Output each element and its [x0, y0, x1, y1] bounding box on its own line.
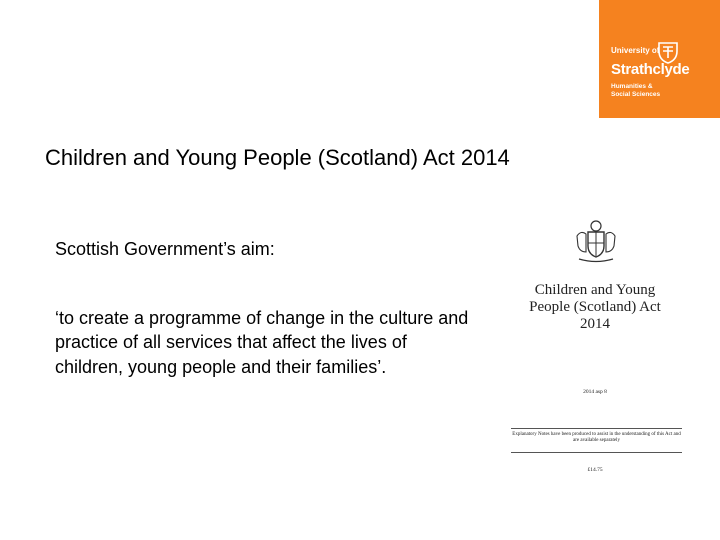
cover-divider-top	[511, 428, 682, 429]
university-logo	[599, 0, 720, 118]
cover-title-line2: People (Scotland) Act	[529, 299, 661, 315]
act-cover-image	[505, 212, 685, 497]
slide-subtitle: Scottish Government’s aim:	[55, 239, 275, 259]
slide-title: Children and Young People (Scotland) Act 2014	[45, 145, 510, 170]
logo-faculty	[611, 83, 660, 99]
logo-name: Strathclyde	[611, 61, 690, 78]
logo-faculty-line1: Humanities &	[611, 83, 653, 90]
logo-faculty-line2: Social Sciences	[611, 91, 661, 98]
cover-title	[505, 282, 685, 333]
royal-coat-of-arms-icon	[573, 218, 619, 264]
cover-price: £14.75	[587, 467, 603, 473]
cover-title-line1: Children and Young	[534, 282, 656, 298]
cover-title-line3: 2014	[580, 316, 610, 332]
logo-university-of: University of	[611, 46, 660, 55]
cover-divider-bottom	[511, 452, 682, 453]
cover-asp-number: 2014 asp 8	[583, 389, 607, 395]
slide-quote: ‘to create a programme of change in the culture and practice of all services that affect the lives of children, young people and their families’.	[55, 308, 469, 377]
cover-notes: Explanatory Notes have been produced to assist in the understanding of this Act and are available separately	[512, 432, 681, 443]
